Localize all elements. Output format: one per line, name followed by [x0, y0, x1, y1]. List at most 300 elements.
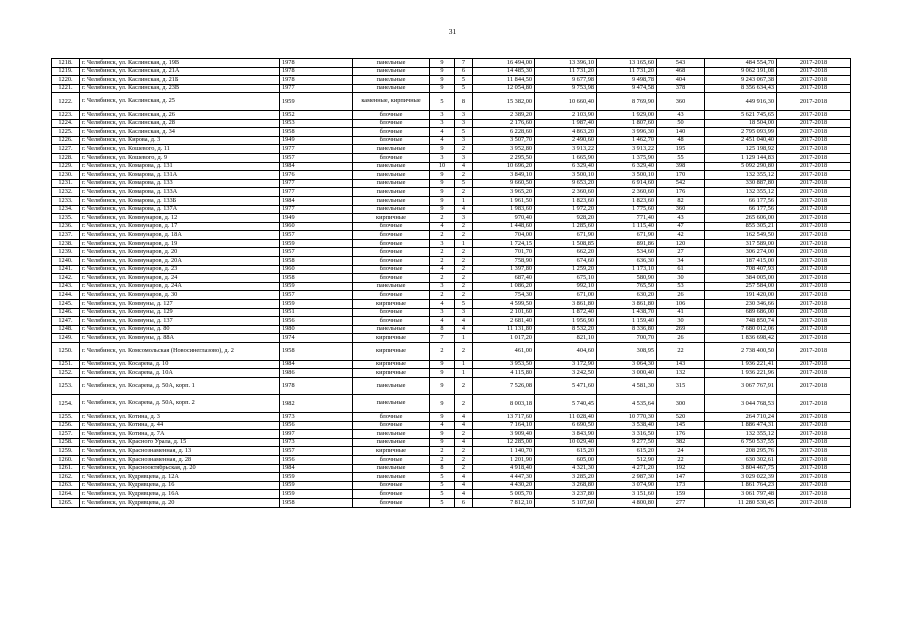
table-row — [52, 153, 851, 162]
living-area-cell: 3 285,20 — [535, 473, 597, 482]
living-area-cell: 1 823,60 — [535, 196, 597, 205]
repair-period-cell: 2017-2018 — [777, 282, 851, 291]
residents-count-cell: 43 — [657, 110, 705, 119]
living-area-cell: 10 660,40 — [535, 93, 597, 111]
wall-material-cell: панельные — [353, 205, 430, 214]
row-number-cell: 1227. — [52, 145, 80, 154]
residents-count-cell: 543 — [657, 59, 705, 68]
residential-area-cell: 6 914,60 — [597, 179, 657, 188]
total-area-cell: 11 131,80 — [473, 325, 535, 334]
address-cell: г. Челябинск, ул. Каслинская, д. 28 — [80, 119, 280, 128]
residential-area-cell: 1 775,60 — [597, 205, 657, 214]
row-number-cell: 1262. — [52, 473, 80, 482]
total-area-cell: 6 228,60 — [473, 128, 535, 137]
wall-material-cell: блочные — [353, 455, 430, 464]
row-number-cell: 1232. — [52, 188, 80, 197]
repair-period-cell: 2017-2018 — [777, 257, 851, 266]
total-area-cell: 3 953,50 — [473, 360, 535, 369]
total-area-cell: 11 844,50 — [473, 76, 535, 85]
residential-area-cell: 1 375,90 — [597, 153, 657, 162]
residents-count-cell: 195 — [657, 145, 705, 154]
wall-material-cell: блочные — [353, 317, 430, 326]
wall-material-cell: блочные — [353, 128, 430, 137]
entrances-count-cell: 4 — [455, 205, 473, 214]
address-cell: г. Челябинск, ул. Коммунаров, д. 30 — [80, 291, 280, 300]
row-number-cell: 1228. — [52, 153, 80, 162]
total-area-cell: 461,00 — [473, 343, 535, 361]
table-row — [52, 317, 851, 326]
row-number-cell: 1242. — [52, 274, 80, 283]
address-cell: г. Челябинск, ул. Коммунаров, д. 18А — [80, 231, 280, 240]
total-area-cell: 3 849,10 — [473, 171, 535, 180]
total-area-cell: 12 054,80 — [473, 84, 535, 93]
floors-count-cell: 5 — [430, 481, 455, 490]
floors-count-cell: 5 — [430, 473, 455, 482]
total-area-cell: 4 918,40 — [473, 464, 535, 473]
build-year-cell: 1956 — [280, 455, 353, 464]
repair-cost-cell: 3 029 022,39 — [705, 473, 777, 482]
residential-area-cell: 630,20 — [597, 291, 657, 300]
wall-material-cell: панельные — [353, 171, 430, 180]
build-year-cell: 1960 — [280, 222, 353, 231]
build-year-cell: 1958 — [280, 343, 353, 361]
repair-cost-cell: 1 936 221,41 — [705, 360, 777, 369]
table-row — [52, 110, 851, 119]
address-cell: г. Челябинск, ул. Коммунаров, д. 17 — [80, 222, 280, 231]
repair-period-cell: 2017-2018 — [777, 153, 851, 162]
address-cell: г. Челябинск, ул. Коммуны, д. 88А — [80, 334, 280, 343]
repair-cost-cell: 132 355,12 — [705, 188, 777, 197]
wall-material-cell: панельные — [353, 430, 430, 439]
entrances-count-cell: 3 — [455, 153, 473, 162]
repair-period-cell: 2017-2018 — [777, 110, 851, 119]
wall-material-cell: панельные — [353, 438, 430, 447]
wall-material-cell: панельные — [353, 145, 430, 154]
repair-cost-cell: 306 274,00 — [705, 248, 777, 257]
repair-cost-cell: 66 177,56 — [705, 196, 777, 205]
total-area-cell: 2 681,40 — [473, 317, 535, 326]
repair-cost-cell: 264 710,24 — [705, 412, 777, 421]
row-number-cell: 1254. — [52, 395, 80, 413]
living-area-cell: 671,90 — [535, 231, 597, 240]
residents-count-cell: 145 — [657, 421, 705, 430]
floors-count-cell: 2 — [430, 291, 455, 300]
entrances-count-cell: 4 — [455, 490, 473, 499]
floors-count-cell: 9 — [430, 377, 455, 395]
build-year-cell: 1957 — [280, 231, 353, 240]
floors-count-cell: 9 — [430, 84, 455, 93]
address-cell: г. Челябинск, ул. Краснознаменная, д. 13 — [80, 447, 280, 456]
residents-count-cell: 22 — [657, 343, 705, 361]
floors-count-cell: 10 — [430, 162, 455, 171]
residential-area-cell: 3 861,80 — [597, 300, 657, 309]
repair-cost-cell: 748 850,74 — [705, 317, 777, 326]
table-row — [52, 257, 851, 266]
residents-count-cell: 132 — [657, 369, 705, 378]
living-area-cell: 5 740,45 — [535, 395, 597, 413]
build-year-cell: 1958 — [280, 498, 353, 507]
table-row — [52, 343, 851, 361]
total-area-cell: 13 717,60 — [473, 412, 535, 421]
wall-material-cell: панельные — [353, 395, 430, 413]
living-area-cell: 3 500,10 — [535, 171, 597, 180]
row-number-cell: 1223. — [52, 110, 80, 119]
wall-material-cell: блочные — [353, 412, 430, 421]
repair-period-cell: 2017-2018 — [777, 239, 851, 248]
living-area-cell: 3 268,80 — [535, 481, 597, 490]
entrances-count-cell: 3 — [455, 214, 473, 223]
floors-count-cell: 4 — [430, 421, 455, 430]
residential-area-cell: 3 913,22 — [597, 145, 657, 154]
repair-cost-cell: 2 795 093,99 — [705, 128, 777, 137]
residents-count-cell: 48 — [657, 136, 705, 145]
wall-material-cell: кирпичные — [353, 343, 430, 361]
address-cell: г. Челябинск, ул. Косарева, д. 50А, корп. 1 — [80, 377, 280, 395]
residents-count-cell: 176 — [657, 430, 705, 439]
row-number-cell: 1248. — [52, 325, 80, 334]
table-row — [52, 291, 851, 300]
living-area-cell: 821,10 — [535, 334, 597, 343]
address-cell: г. Челябинск, ул. Коммунаров, д. 12 — [80, 214, 280, 223]
wall-material-cell: блочные — [353, 119, 430, 128]
living-area-cell: 675,10 — [535, 274, 597, 283]
repair-period-cell: 2017-2018 — [777, 430, 851, 439]
address-cell: г. Челябинск, ул. Каслинская, д. 34 — [80, 128, 280, 137]
repair-period-cell: 2017-2018 — [777, 214, 851, 223]
table-row — [52, 214, 851, 223]
residents-count-cell: 47 — [657, 222, 705, 231]
floors-count-cell: 7 — [430, 334, 455, 343]
repair-period-cell: 2017-2018 — [777, 205, 851, 214]
residents-count-cell: 378 — [657, 84, 705, 93]
row-number-cell: 1255. — [52, 412, 80, 421]
address-cell: г. Челябинск, ул. Коммунаров, д. 19 — [80, 239, 280, 248]
address-cell: г. Челябинск, ул. Коммуны, д. 127 — [80, 300, 280, 309]
wall-material-cell: блочные — [353, 239, 430, 248]
repair-period-cell: 2017-2018 — [777, 464, 851, 473]
residential-area-cell: 2 987,30 — [597, 473, 657, 482]
floors-count-cell: 2 — [430, 231, 455, 240]
floors-count-cell: 4 — [430, 317, 455, 326]
build-year-cell: 1959 — [280, 282, 353, 291]
address-cell: г. Челябинск, ул. Краснооктябрьская, д. 20 — [80, 464, 280, 473]
residents-count-cell: 43 — [657, 214, 705, 223]
floors-count-cell: 9 — [430, 196, 455, 205]
floors-count-cell: 2 — [430, 455, 455, 464]
total-area-cell: 8 003,18 — [473, 395, 535, 413]
repair-period-cell: 2017-2018 — [777, 265, 851, 274]
build-year-cell: 1960 — [280, 265, 353, 274]
floors-count-cell: 9 — [430, 430, 455, 439]
repair-cost-cell: 9 243 067,38 — [705, 76, 777, 85]
table-row — [52, 395, 851, 413]
row-number-cell: 1258. — [52, 438, 80, 447]
address-cell: г. Челябинск, ул. Краснознаменная, д. 28 — [80, 455, 280, 464]
living-area-cell: 615,20 — [535, 447, 597, 456]
table-row — [52, 128, 851, 137]
total-area-cell: 4 599,50 — [473, 300, 535, 309]
floors-count-cell: 9 — [430, 145, 455, 154]
address-cell: г. Челябинск, ул. Красного Урала, д. 15 — [80, 438, 280, 447]
repair-cost-cell: 1 129 144,83 — [705, 153, 777, 162]
repair-period-cell: 2017-2018 — [777, 136, 851, 145]
build-year-cell: 1953 — [280, 119, 353, 128]
living-area-cell: 5 471,60 — [535, 377, 597, 395]
total-area-cell: 758,90 — [473, 257, 535, 266]
table-row — [52, 274, 851, 283]
entrances-count-cell: 2 — [455, 377, 473, 395]
wall-material-cell: блочные — [353, 481, 430, 490]
build-year-cell: 1978 — [280, 67, 353, 76]
row-number-cell: 1265. — [52, 498, 80, 507]
total-area-cell: 1 397,80 — [473, 265, 535, 274]
floors-count-cell: 4 — [430, 128, 455, 137]
entrances-count-cell: 8 — [455, 93, 473, 111]
living-area-cell: 992,10 — [535, 282, 597, 291]
wall-material-cell: блочные — [353, 308, 430, 317]
wall-material-cell: блочные — [353, 136, 430, 145]
table-row — [52, 360, 851, 369]
wall-material-cell: блочные — [353, 153, 430, 162]
repair-cost-cell: 18 504,00 — [705, 119, 777, 128]
residents-count-cell: 50 — [657, 119, 705, 128]
residential-area-cell: 1 115,40 — [597, 222, 657, 231]
residential-area-cell: 4 581,30 — [597, 377, 657, 395]
repair-period-cell: 2017-2018 — [777, 498, 851, 507]
row-number-cell: 1245. — [52, 300, 80, 309]
residents-count-cell: 176 — [657, 188, 705, 197]
build-year-cell: 1973 — [280, 438, 353, 447]
table-row — [52, 473, 851, 482]
repair-cost-cell: 11 280 530,45 — [705, 498, 777, 507]
floors-count-cell: 9 — [430, 188, 455, 197]
entrances-count-cell: 2 — [455, 248, 473, 257]
living-area-cell: 11 028,40 — [535, 412, 597, 421]
floors-count-cell: 4 — [430, 136, 455, 145]
total-area-cell: 1 448,60 — [473, 222, 535, 231]
total-area-cell: 687,40 — [473, 274, 535, 283]
row-number-cell: 1219. — [52, 67, 80, 76]
repair-cost-cell: 9 062 191,08 — [705, 67, 777, 76]
entrances-count-cell: 3 — [455, 136, 473, 145]
residential-area-cell: 1 173,10 — [597, 265, 657, 274]
row-number-cell: 1224. — [52, 119, 80, 128]
wall-material-cell: панельные — [353, 67, 430, 76]
wall-material-cell: блочные — [353, 231, 430, 240]
repair-cost-cell: 689 686,00 — [705, 308, 777, 317]
page-number: 31 — [448, 27, 457, 36]
living-area-cell: 674,60 — [535, 257, 597, 266]
table-row — [52, 265, 851, 274]
build-year-cell: 1957 — [280, 153, 353, 162]
address-cell: г. Челябинск, ул. Котина, д. 44 — [80, 421, 280, 430]
repair-period-cell: 2017-2018 — [777, 179, 851, 188]
total-area-cell: 16 494,00 — [473, 59, 535, 68]
row-number-cell: 1264. — [52, 490, 80, 499]
entrances-count-cell: 6 — [455, 498, 473, 507]
residential-area-cell: 4 535,64 — [597, 395, 657, 413]
build-year-cell: 1984 — [280, 464, 353, 473]
repair-period-cell: 2017-2018 — [777, 162, 851, 171]
address-cell: г. Челябинск, ул. Кошевого, д. 11 — [80, 145, 280, 154]
repair-cost-cell: 708 407,93 — [705, 265, 777, 274]
wall-material-cell: панельные — [353, 196, 430, 205]
entrances-count-cell: 2 — [455, 430, 473, 439]
wall-material-cell: панельные — [353, 188, 430, 197]
repair-period-cell: 2017-2018 — [777, 196, 851, 205]
floors-count-cell: 9 — [430, 171, 455, 180]
total-area-cell: 7 526,08 — [473, 377, 535, 395]
address-cell: г. Челябинск, ул. Коммуны, д. 137 — [80, 317, 280, 326]
living-area-cell: 9 653,20 — [535, 179, 597, 188]
repair-cost-cell: 317 589,00 — [705, 239, 777, 248]
total-area-cell: 14 485,30 — [473, 67, 535, 76]
build-year-cell: 1978 — [280, 76, 353, 85]
table-row — [52, 188, 851, 197]
table-row — [52, 179, 851, 188]
repair-period-cell: 2017-2018 — [777, 447, 851, 456]
total-area-cell: 1 983,60 — [473, 205, 535, 214]
address-cell: г. Челябинск, ул. Косарева, д. 10 — [80, 360, 280, 369]
floors-count-cell: 3 — [430, 282, 455, 291]
residents-count-cell: 398 — [657, 162, 705, 171]
repair-cost-cell: 6 750 537,55 — [705, 438, 777, 447]
address-cell: г. Челябинск, ул. Комарова, д. 133 — [80, 179, 280, 188]
total-area-cell: 2 295,50 — [473, 153, 535, 162]
repair-period-cell: 2017-2018 — [777, 360, 851, 369]
repair-period-cell: 2017-2018 — [777, 308, 851, 317]
address-cell: г. Челябинск, ул. Котина, д. 7А — [80, 430, 280, 439]
wall-material-cell: блочные — [353, 110, 430, 119]
build-year-cell: 1977 — [280, 145, 353, 154]
build-year-cell: 1982 — [280, 395, 353, 413]
residents-count-cell: 173 — [657, 481, 705, 490]
repair-cost-cell: 125 198,92 — [705, 145, 777, 154]
wall-material-cell: панельные — [353, 325, 430, 334]
build-year-cell: 1959 — [280, 239, 353, 248]
build-year-cell: 1977 — [280, 84, 353, 93]
build-year-cell: 1997 — [280, 430, 353, 439]
repair-period-cell: 2017-2018 — [777, 76, 851, 85]
build-year-cell: 1959 — [280, 93, 353, 111]
floors-count-cell: 2 — [430, 343, 455, 361]
repair-cost-cell: 257 584,00 — [705, 282, 777, 291]
residential-area-cell: 8 336,80 — [597, 325, 657, 334]
residents-count-cell: 106 — [657, 300, 705, 309]
repair-cost-cell: 484 554,70 — [705, 59, 777, 68]
floors-count-cell: 9 — [430, 438, 455, 447]
entrances-count-cell: 1 — [455, 239, 473, 248]
repair-period-cell: 2017-2018 — [777, 325, 851, 334]
build-year-cell: 1959 — [280, 300, 353, 309]
living-area-cell: 3 861,80 — [535, 300, 597, 309]
living-area-cell: 13 396,10 — [535, 59, 597, 68]
wall-material-cell: панельные — [353, 473, 430, 482]
living-area-cell: 1 665,90 — [535, 153, 597, 162]
repair-cost-cell: 5 621 745,65 — [705, 110, 777, 119]
total-area-cell: 3 952,80 — [473, 145, 535, 154]
address-cell: г. Челябинск, ул. Каслинская, д. 23В — [80, 84, 280, 93]
row-number-cell: 1220. — [52, 76, 80, 85]
total-area-cell: 2 176,60 — [473, 119, 535, 128]
address-cell: г. Челябинск, ул. Каслинская, д. 19В — [80, 59, 280, 68]
residents-count-cell: 468 — [657, 67, 705, 76]
address-cell: г. Челябинск, ул. Комарова, д. 133Б — [80, 196, 280, 205]
wall-material-cell: блочные — [353, 498, 430, 507]
total-area-cell: 15 382,00 — [473, 93, 535, 111]
entrances-count-cell: 2 — [455, 291, 473, 300]
entrances-count-cell: 1 — [455, 360, 473, 369]
entrances-count-cell: 2 — [455, 231, 473, 240]
residents-count-cell: 55 — [657, 153, 705, 162]
build-year-cell: 1949 — [280, 136, 353, 145]
wall-material-cell: панельные — [353, 84, 430, 93]
floors-count-cell: 9 — [430, 369, 455, 378]
living-area-cell: 1 872,40 — [535, 308, 597, 317]
table-row — [52, 334, 851, 343]
repair-period-cell: 2017-2018 — [777, 128, 851, 137]
floors-count-cell: 2 — [430, 214, 455, 223]
wall-material-cell: блочные — [353, 291, 430, 300]
repair-period-cell: 2017-2018 — [777, 67, 851, 76]
total-area-cell: 3 909,40 — [473, 430, 535, 439]
floors-count-cell: 4 — [430, 222, 455, 231]
total-area-cell: 3 507,70 — [473, 136, 535, 145]
residential-area-cell: 512,90 — [597, 455, 657, 464]
total-area-cell: 1 140,70 — [473, 447, 535, 456]
residents-count-cell: 34 — [657, 257, 705, 266]
wall-material-cell: блочные — [353, 222, 430, 231]
residential-area-cell: 3 316,50 — [597, 430, 657, 439]
total-area-cell: 10 696,20 — [473, 162, 535, 171]
residential-area-cell: 671,90 — [597, 231, 657, 240]
build-year-cell: 1949 — [280, 214, 353, 223]
address-cell: г. Челябинск, ул. Комарова, д. 133А — [80, 188, 280, 197]
living-area-cell: 3 913,22 — [535, 145, 597, 154]
total-area-cell: 1 961,50 — [473, 196, 535, 205]
row-number-cell: 1261. — [52, 464, 80, 473]
wall-material-cell: блочные — [353, 248, 430, 257]
entrances-count-cell: 4 — [455, 438, 473, 447]
repair-cost-cell: 265 606,00 — [705, 214, 777, 223]
table-row — [52, 231, 851, 240]
build-year-cell: 1980 — [280, 325, 353, 334]
wall-material-cell: панельные — [353, 377, 430, 395]
wall-material-cell: блочные — [353, 274, 430, 283]
residents-count-cell: 315 — [657, 377, 705, 395]
table-row — [52, 421, 851, 430]
residential-area-cell: 3 538,40 — [597, 421, 657, 430]
address-cell: г. Челябинск, ул. Кудрявцева, д. 12А — [80, 473, 280, 482]
residential-area-cell: 4 800,80 — [597, 498, 657, 507]
table-row — [52, 282, 851, 291]
table-row — [52, 67, 851, 76]
living-area-cell: 5 107,60 — [535, 498, 597, 507]
entrances-count-cell: 2 — [455, 464, 473, 473]
address-cell: г. Челябинск, ул. Каслинская, д. 21Б — [80, 76, 280, 85]
build-year-cell: 1958 — [280, 128, 353, 137]
residential-area-cell: 11 731,20 — [597, 67, 657, 76]
row-number-cell: 1241. — [52, 265, 80, 274]
floors-count-cell: 2 — [430, 274, 455, 283]
residents-count-cell: 41 — [657, 308, 705, 317]
total-area-cell: 2 389,20 — [473, 110, 535, 119]
repair-period-cell: 2017-2018 — [777, 421, 851, 430]
table-row — [52, 447, 851, 456]
wall-material-cell: кирпичные — [353, 447, 430, 456]
repair-cost-cell: 855 305,21 — [705, 222, 777, 231]
total-area-cell: 754,30 — [473, 291, 535, 300]
